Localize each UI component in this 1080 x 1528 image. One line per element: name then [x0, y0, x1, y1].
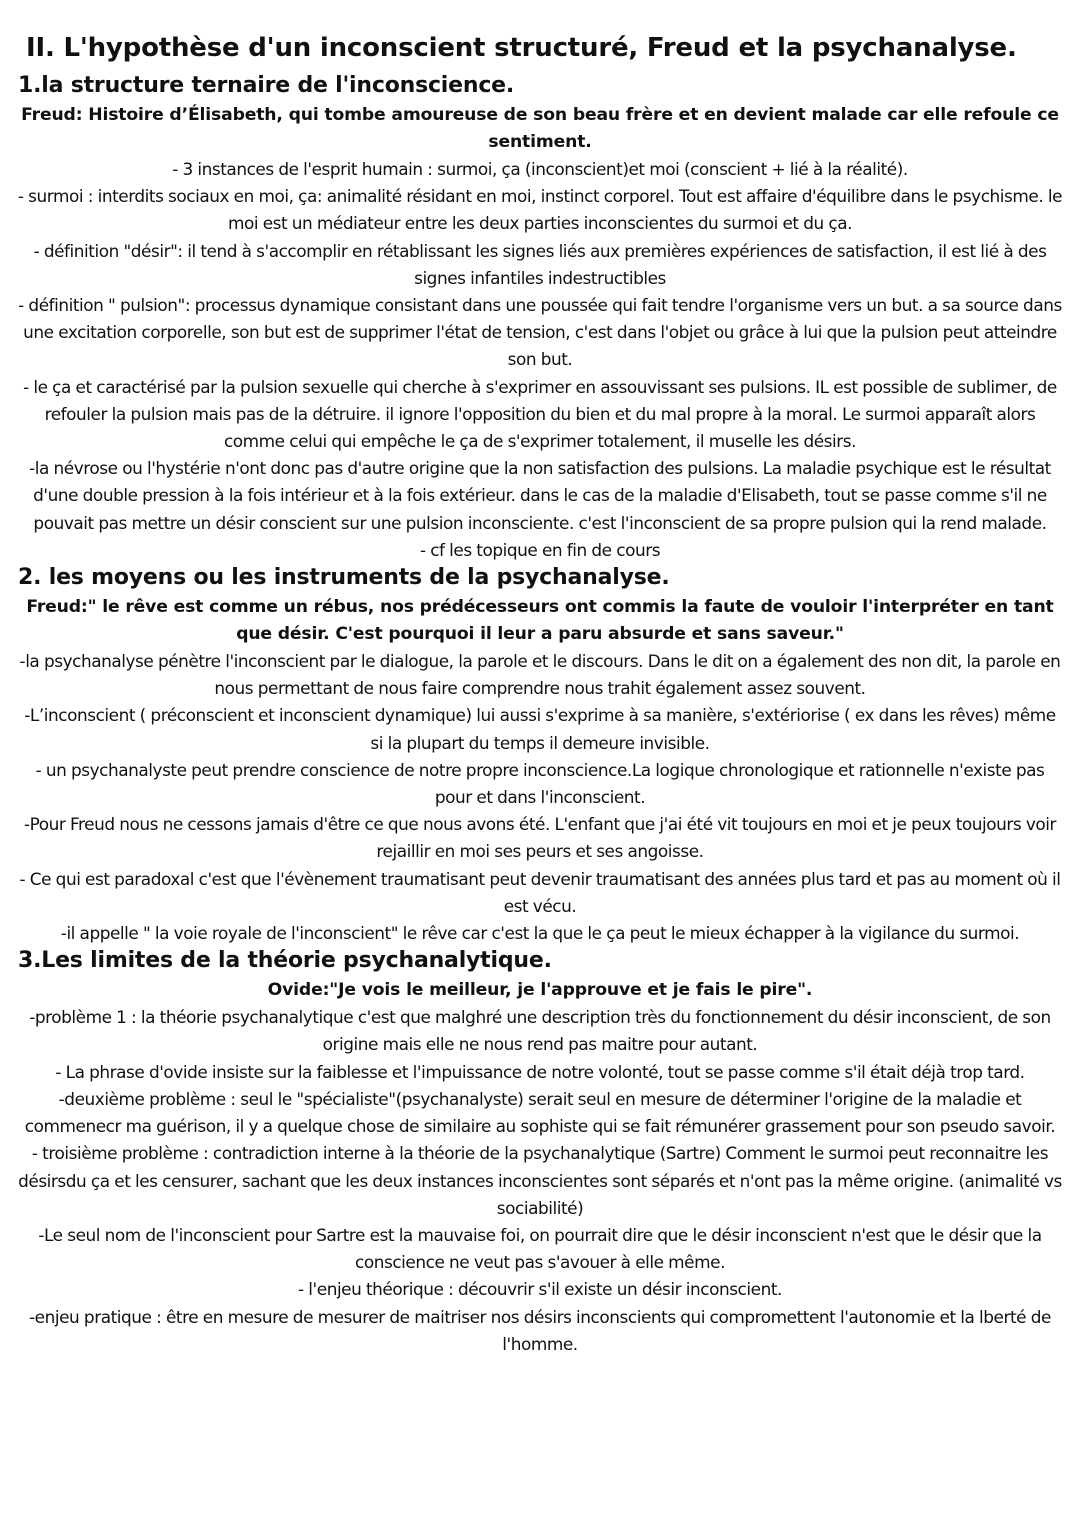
section-quote: Freud:" le rêve est comme un rébus, nos prédécesseurs ont commis la faute de vouloir l'interpréter en tant que désir. C'est pourquoi il leur a paru absurde et sans saveur."	[26, 597, 1054, 645]
section-2	[16, 564, 1064, 947]
paragraph: -la psychanalyse pénètre l'inconscient par le dialogue, la parole et le discours. Dans le dit on a également des non dit, la parole en nous permettant de nous faire comprendre nous trahit également assez souvent.	[19, 651, 1061, 699]
paragraph: - La phrase d'ovide insiste sur la faiblesse et l'impuissance de notre volonté, tout se passe comme s'il était déjà trop tard.	[55, 1061, 1025, 1082]
page-title: II. L'hypothèse d'un inconscient structuré, Freud et la psychanalyse.	[26, 33, 1017, 63]
paragraph: -deuxième problème : seul le "spécialiste"(psychanalyste) serait seul en mesure de déterminer l'origine de la maladie et commenecr ma guérison, il y a quelque chose de similaire au sophiste qui se fait rémunérer grassement pour son pseudo savoir.	[24, 1088, 1056, 1137]
paragraph: - définition "désir": il tend à s'accomplir en rétablissant les signes liés aux premières expériences de satisfaction, il est lié à des signes infantiles indestructibles	[33, 240, 1047, 288]
document-content	[16, 30, 1064, 1358]
paragraph: -L’inconscient ( préconscient et inconscient dynamique) lui aussi s'exprime à sa manière, s'extériorise ( ex dans les rêves) même si la plupart du temps il demeure invisible.	[24, 705, 1056, 753]
paragraph: - 3 instances de l'esprit humain : surmoi, ça (inconscient)et moi (conscient + lié à la réalité).	[172, 159, 908, 179]
paragraph: - l'enjeu théorique : découvrir s'il existe un désir inconscient.	[298, 1279, 782, 1300]
section-quote: Ovide:"Je vois le meilleur, je l'approuve et je fais le pire".	[267, 980, 813, 1001]
paragraph: -problème 1 : la théorie psychanalytique c'est que malghré une description très du fonctionnement du désir inconscient, de son origine mais elle ne nous rend pas maitre pour autant.	[29, 1007, 1051, 1055]
paragraph: -il appelle " la voie royale de l'inconscient" le rêve car c'est la que le ça peut le mieux échapper à la vigilance du surmoi.	[60, 923, 1020, 944]
paragraph: - Ce qui est paradoxal c'est que l'évènement traumatisant peut devenir traumatisant des années plus tard et pas au moment où il est vécu.	[19, 868, 1061, 916]
paragraph: - surmoi : interdits sociaux en moi, ça: animalité résidant en moi, instinct corporel. Tout est affaire d'équilibre dans le psychisme. le moi est un médiateur entre les deux parties inconscientes du surmoi et du ça.	[17, 186, 1063, 234]
paragraph: - un psychanalyste peut prendre conscience de notre propre inconscience.La logique chronologique et rationnelle n'existe pas pour et dans l'inconscient.	[35, 759, 1045, 808]
section-1	[16, 72, 1064, 564]
paragraph: - définition " pulsion": processus dynamique consistant dans une poussée qui fait tendre l'organisme vers un but. a sa source dans une excitation corporelle, son but est de supprimer l'état de tension, c'est dans l'objet ou grâce à lui que la pulsion peut atteindre son but.	[18, 295, 1062, 370]
section-3	[16, 947, 1064, 1358]
paragraph: -enjeu pratique : être en mesure de mesurer de maitriser nos désirs inconscients qui compromettent l'autonomie et la lberté de l'homme.	[29, 1306, 1051, 1354]
paragraph: -Le seul nom de l'inconscient pour Sartre est la mauvaise foi, on pourrait dire que le désir inconscient n'est que le désir que la conscience ne veut pas s'avouer à elle même.	[38, 1224, 1042, 1273]
paragraph: - cf les topique en fin de cours	[419, 539, 661, 560]
paragraph: -la névrose ou l'hystérie n'ont donc pas d'autre origine que la non satisfaction des pulsions. La maladie psychique est le résultat d'une double pression à la fois intérieur et à la fois extérieur. dans le cas de la maladie d'Elisabeth, tout se passe comme s'il ne pouvait pas mettre un désir conscient sur une pulsion inconsciente. c'est l'inconscient de sa propre pulsion qui la rend malade.	[29, 458, 1051, 533]
paragraph: - le ça et caractérisé par la pulsion sexuelle qui cherche à s'exprimer en assouvissant ses pulsions. IL est possible de sublimer, de refouler la pulsion mais pas de la détruire. il ignore l'opposition du bien et du mal propre à la moral. Le surmoi apparaît alors comme celui qui empêche le ça de s'exprimer totalement, il muselle les désirs.	[23, 376, 1057, 452]
section-heading: 3.Les limites de la théorie psychanalytique.	[18, 948, 552, 974]
paragraph: - troisième problème : contradiction interne à la théorie de la psychanalytique (Sartre) Comment le surmoi peut reconnaitre les désirsdu ça et les censurer, sachant que les deux instances inconscientes sont séparés et n'ont pas la même origine. (animalité vs sociabilité)	[18, 1143, 1062, 1218]
section-quote: Freud: Histoire d’Élisabeth, qui tombe amoureuse de son beau frère et en devient malade car elle refoule ce sentiment.	[21, 105, 1059, 152]
section-heading: 2. les moyens ou les instruments de la psychanalyse.	[18, 565, 670, 591]
section-heading: 1.la structure ternaire de l'inconscience.	[18, 73, 515, 98]
paragraph: -Pour Freud nous ne cessons jamais d'être ce que nous avons été. L'enfant que j'ai été vit toujours en moi et je peux toujours voir rejaillir en moi ses peurs et ses angoisse.	[23, 814, 1057, 862]
